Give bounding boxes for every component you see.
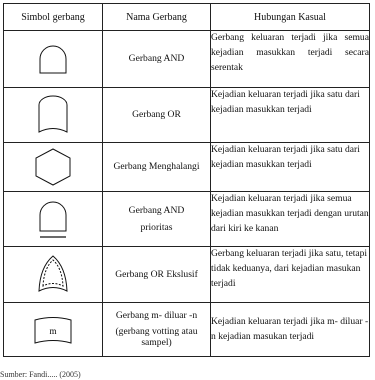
fault-tree-gate-table bbox=[3, 3, 370, 357]
table-row bbox=[4, 247, 370, 303]
symbol-cell bbox=[4, 303, 103, 357]
symbol-cell bbox=[4, 143, 103, 192]
gate-label-m: m bbox=[49, 325, 57, 336]
gate-name-line: Gerbang AND bbox=[128, 204, 185, 216]
symbol-cell bbox=[4, 88, 103, 143]
table-row bbox=[4, 303, 370, 357]
gate-name-line: Gerbang Menghalangi bbox=[113, 161, 200, 173]
table-row bbox=[4, 31, 370, 88]
gate-name-line: Gerbang AND bbox=[128, 53, 185, 65]
relation-cell: Kejadian keluaran terjadi jika satu dari kejadian masukkan terjadi bbox=[211, 88, 370, 143]
m-out-of-n-gate-icon bbox=[33, 314, 73, 346]
gate-name-line: prioritas bbox=[140, 222, 173, 233]
source-caption: Sumber: Fandi..... (2005) bbox=[0, 370, 81, 379]
gate-name-line: Gerbang m- diluar -n bbox=[115, 310, 198, 322]
relation-cell: Kejadian keluaran terjadi jika satu dari kejadian masukkan terjadi bbox=[211, 143, 370, 192]
and-gate-icon bbox=[38, 44, 68, 74]
header-causal-relation: Hubungan Kasual bbox=[211, 4, 370, 31]
relation-cell: Kejadian keluaran terjadi jika m- diluar -n kejadian masukan terjadi bbox=[211, 303, 370, 357]
gate-name-line: (gerbang votting atau bbox=[115, 325, 198, 337]
exclusive-or-gate-icon bbox=[36, 253, 70, 297]
table-row bbox=[4, 192, 370, 247]
table-row bbox=[4, 143, 370, 192]
gate-name-cell bbox=[103, 88, 211, 143]
gate-name-line: Gerbang OR bbox=[132, 109, 181, 121]
symbol-cell bbox=[4, 31, 103, 88]
or-gate-icon bbox=[37, 95, 69, 135]
inhibit-gate-icon bbox=[33, 147, 73, 187]
priority-and-gate-icon bbox=[36, 198, 70, 240]
gate-name-line: sampel) bbox=[141, 337, 172, 349]
gate-name-cell bbox=[103, 31, 211, 88]
gate-name-cell bbox=[103, 303, 211, 357]
gate-name-line: Gerbang OR Ekslusif bbox=[115, 268, 198, 280]
relation-cell: Gerbang keluaran terjadi jika semua kejadian masukkan terjadi secara serentak bbox=[211, 31, 370, 88]
symbol-cell bbox=[4, 247, 103, 303]
gate-name-cell bbox=[103, 192, 211, 247]
table-row bbox=[4, 88, 370, 143]
symbol-cell bbox=[4, 192, 103, 247]
header-symbol: Simbol gerbang bbox=[4, 4, 103, 31]
relation-cell: Kejadian keluaran terjadi jika semua kejadian masukkan terjadi dengan urutan dari kiri ke kanan bbox=[211, 192, 370, 247]
relation-cell: Gerbang keluaran terjadi jika satu, tetapi tidak keduanya, dari kejadian masukan terjadi bbox=[211, 247, 370, 303]
gate-name-cell bbox=[103, 247, 211, 303]
header-row bbox=[4, 4, 370, 31]
header-gate-name: Nama Gerbang bbox=[103, 4, 211, 31]
gate-name-cell bbox=[103, 143, 211, 192]
